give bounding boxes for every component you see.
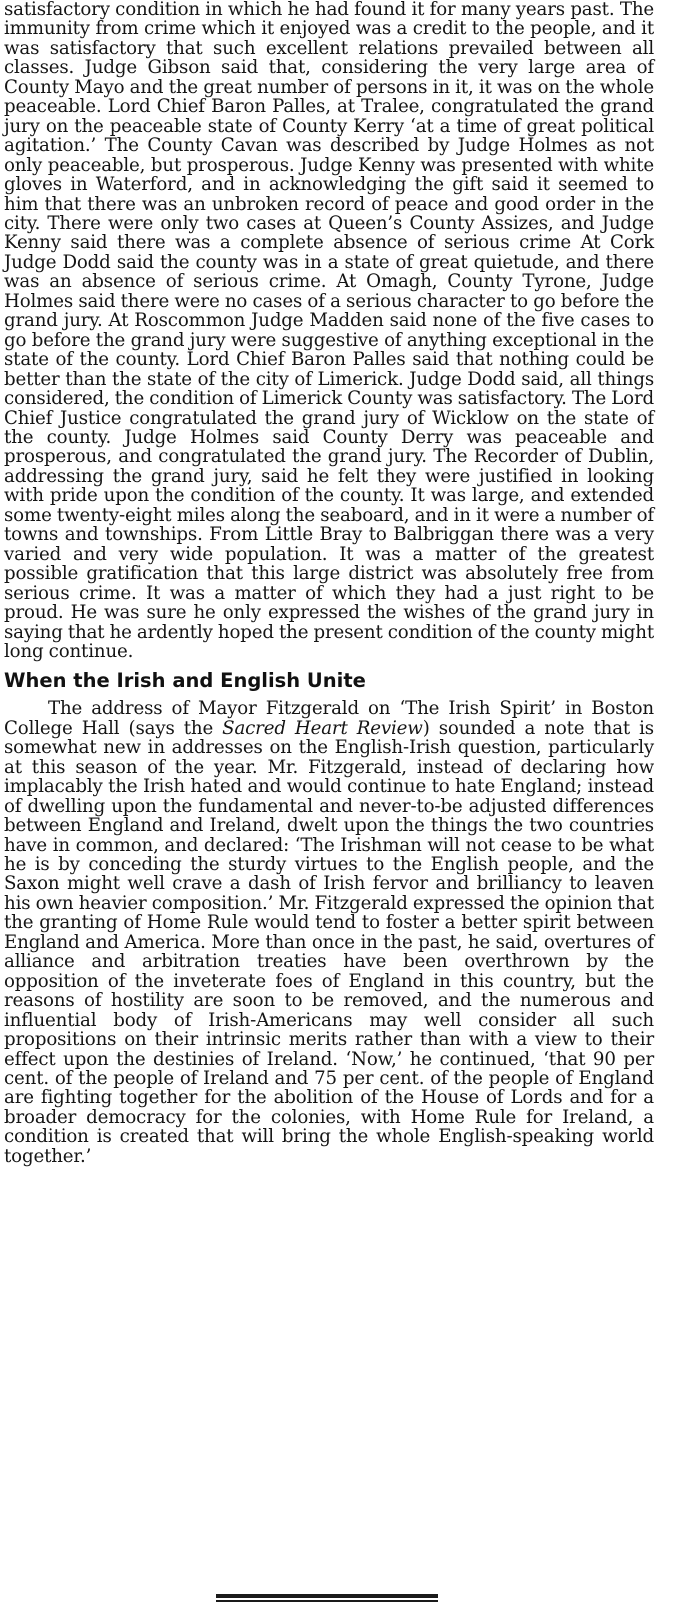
paragraph-text-after-italic: ) sounded a note that is somewhat new in addresses on the English-Irish question, particularly at this season of the year. Mr. Fitzgerald, instead of declaring how implacably the Irish hated and would continue to hate England; instead of dwelling upon the fundamental and never-to-be adjusted differences between England and Ireland, dwelt upon the things the two countries have in common, and declared: ‘The Irishman will not cease to be what he is by conceding the sturdy virtues to the English people, and the Saxon might well crave a dash of Irish fervor and brilliancy to leaven his own heavier composition.’ Mr. Fitzgerald expressed the opinion that the granting of Home Rule would tend to foster a better spirit between England and America. More than once in the past, he said, overtures of alliance and arbitration treaties have been overthrown by the opposition of the inveterate foes of England in this country, but the reasons of hostility are soon to be removed, and the numerous and influential body of Irish-Americans may well consider all such propositions on their intrinsic merits rather than with a view to their effect upon the destinies of Ireland. ‘Now,’ he continued, ‘that 90 per cent. of the people of Ireland and 75 per cent. of the people of England are fighting together for the abolition of the House of Lords and for a broader democracy for the colonies, with Home Rule for Ireland, a condition is created that will bring the whole English-speaking world together.’ (4, 717, 654, 1167)
article-column (4, 0, 654, 1166)
section-heading: When the Irish and English Unite (4, 669, 366, 693)
end-of-article-rule (216, 1594, 438, 1602)
paragraph-text-before-italic: The address of Mayor Fitzgerald on ‘The Irish Spirit’ in Boston College Hall (says the (4, 698, 654, 739)
publication-title-italic: Sacred Heart Review (222, 717, 423, 739)
article-continuation-paragraph: satisfactory condition in which he had found it for many years past. The immunity from crime which it enjoyed was a credit to the people, and it was satisfactory that such excellent relations prevailed between all classes. Judge Gibson said that, considering the very large area of County Mayo and the great number of persons in it, it was on the whole peaceable. Lord Chief Baron Palles, at Tralee, congratulated the grand jury on the peaceable state of County Kerry ‘at a time of great political agitation.’ The County Cavan was described by Judge Holmes as not only peaceable, but prosperous. Judge Kenny was presented with white gloves in Waterford, and in acknowledging the gift said it seemed to him that there was an unbroken record of peace and good order in the city. There were only two cases at Queen’s County Assizes, and Judge Kenny said there was a complete absence of serious crime At Cork Judge Dodd said the county was in a state of great quietude, and there was an absence of serious crime. At Omagh, County Tyrone, Judge Holmes said there were no cases of a serious character to go before the grand jury. At Roscommon Judge Madden said none of the five cases to go before the grand jury were suggestive of anything exceptional in the state of the county. Lord Chief Baron Palles said that nothing could be better than the state of the city of Limerick. Judge Dodd said, all things considered, the condition of Limerick County was satisfactory. The Lord Chief Justice congratulated the grand jury of Wicklow on the state of the county. Judge Holmes said County Derry was peaceable and prosperous, and congratulated the grand jury. The Recorder of Dublin, addressing the grand jury, said he felt they were justified in looking with pride upon the condition of the county. It was large, and extended some twenty-eight miles along the seaboard, and in it were a number of towns and townships. From Little Bray to Balbriggan there was a very varied and very wide population. It was a matter of the greatest possible gratification that this large district was absolutely free from serious crime. It was a matter of which they had a just right to be proud. He was sure he only expressed the wishes of the grand jury in saying that he ardently hoped the present condition of the county might long continue. (4, 0, 654, 662)
article-paragraph-mayor-fitzgerald (4, 699, 654, 1166)
